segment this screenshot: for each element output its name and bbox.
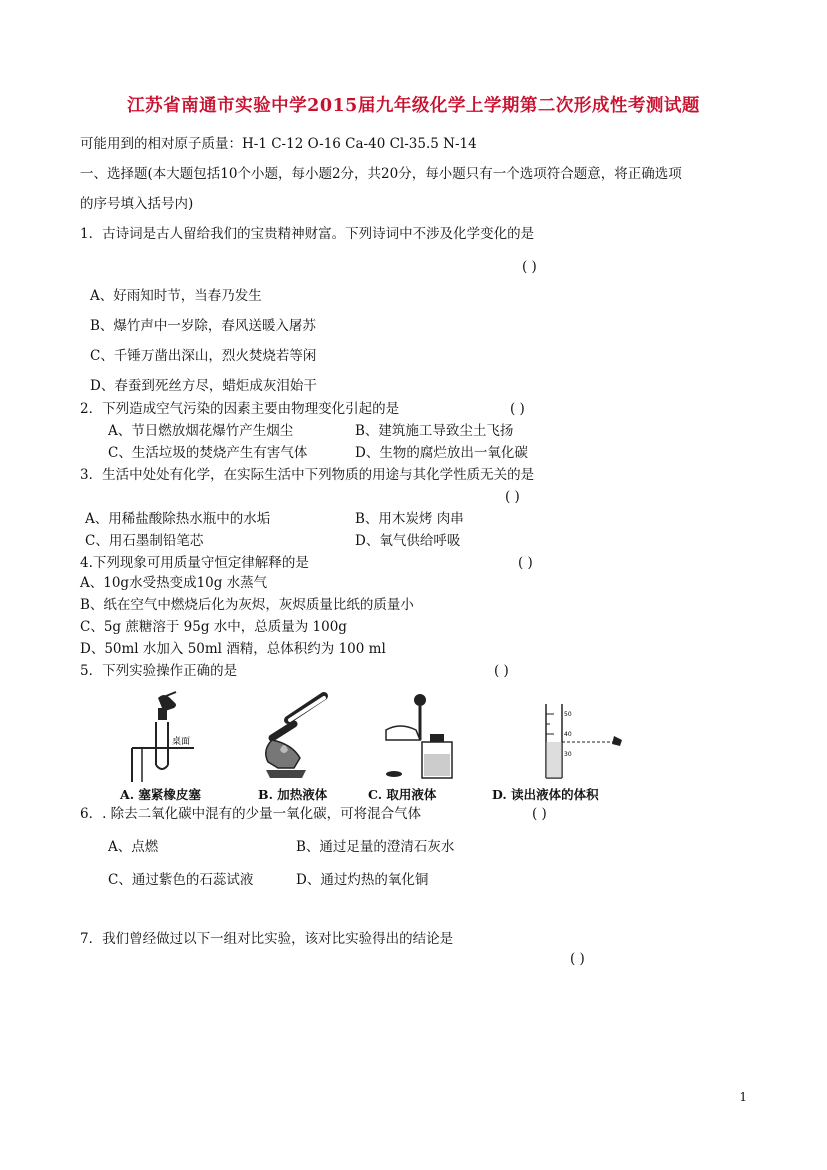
figure-b-heating-icon xyxy=(258,690,338,785)
q2-option-b: B、建筑施工导致尘土飞扬 xyxy=(355,423,514,439)
q1-option-c: C、千锤万凿出深山，烈火焚烧若等闲 xyxy=(90,348,317,364)
q6-option-a: A、点燃 xyxy=(108,839,159,855)
q2-answer-paren: ( ) xyxy=(510,401,525,417)
q4-option-b: B、纸在空气中燃烧后化为灰烬，灰烬质量比纸的质量小 xyxy=(80,597,414,613)
figure-a-stopper-icon xyxy=(128,690,198,785)
q5-stem: 5．下列实验操作正确的是 xyxy=(80,663,238,679)
q4-option-a: A、10g水受热变成10g 水蒸气 xyxy=(80,575,268,591)
q6-answer-paren: ( ) xyxy=(532,806,547,822)
q1-option-a: A、好雨知时节，当春乃发生 xyxy=(90,288,262,304)
section-heading-cont: 的序号填入括号内) xyxy=(80,196,194,212)
atomic-masses: 可能用到的相对原子质量：H-1 C-12 O-16 Ca-40 Cl-35.5 N-14 xyxy=(80,136,477,152)
q1-stem: 1．古诗词是古人留给我们的宝贵精神财富。下列诗词中不涉及化学变化的是 xyxy=(80,226,535,242)
q4-option-c: C、5g 蔗糖溶于 95g 水中，总质量为 100g xyxy=(80,619,347,635)
page-title: 江苏省南通市实验中学2015届九年级化学上学期第二次形成性考测试题 xyxy=(127,96,700,116)
q6-option-b: B、通过足量的澄清石灰水 xyxy=(296,839,455,855)
q3-option-c: C、用石墨制铅笔芯 xyxy=(85,533,204,549)
q2-option-a: A、节日燃放烟花爆竹产生烟尘 xyxy=(108,423,294,439)
q2-option-d: D、生物的腐烂放出一氧化碳 xyxy=(355,445,528,461)
q7-answer-paren: ( ) xyxy=(570,951,585,967)
q3-option-d: D、氧气供给呼吸 xyxy=(355,533,461,549)
q3-option-b: B、用木炭烤 肉串 xyxy=(355,511,464,527)
q6-option-d: D、通过灼热的氧化铜 xyxy=(296,872,429,888)
q3-option-a: A、用稀盐酸除热水瓶中的水垢 xyxy=(85,511,271,527)
page-number: 1 xyxy=(739,1090,747,1104)
q4-option-d: D、50ml 水加入 50ml 酒精，总体积约为 100 ml xyxy=(80,641,386,657)
q4-answer-paren: ( ) xyxy=(518,555,533,571)
q5-answer-paren: ( ) xyxy=(494,663,509,679)
section-heading: 一、选择题(本大题包括10个小题，每小题2分，共20分，每小题只有一个选项符合题意，将正确选项 xyxy=(80,166,682,182)
q4-stem: 4.下列现象可用质量守恒定律解释的是 xyxy=(80,555,309,571)
tick-label-30: 30 xyxy=(564,751,572,758)
q1-answer-paren: ( ) xyxy=(522,259,537,275)
figure-c-dropper-icon xyxy=(380,690,460,785)
q2-option-c: C、生活垃圾的焚烧产生有害气体 xyxy=(108,445,308,461)
q1-option-b: B、爆竹声中一岁除，春风送暖入屠苏 xyxy=(90,318,316,334)
tick-label-50: 50 xyxy=(564,711,572,718)
figure-d-cylinder-icon xyxy=(528,690,628,785)
tick-label-40: 40 xyxy=(564,731,572,738)
q6-stem: 6．. 除去二氧化碳中混有的少量一氧化碳，可将混合气体 xyxy=(80,806,422,822)
q3-stem: 3．生活中处处有化学，在实际生活中下列物质的用途与其化学性质无关的是 xyxy=(80,467,535,483)
caption-b: B. 加热液体 xyxy=(258,787,328,802)
table-label: 桌面 xyxy=(172,737,191,747)
q6-option-c: C、通过紫色的石蕊试液 xyxy=(108,872,254,888)
caption-a: A. 塞紧橡皮塞 xyxy=(120,787,201,802)
q1-option-d: D、春蚕到死丝方尽，蜡炬成灰泪始干 xyxy=(90,378,317,394)
q3-answer-paren: ( ) xyxy=(505,489,520,505)
caption-c: C. 取用液体 xyxy=(368,787,437,802)
q2-stem: 2．下列造成空气污染的因素主要由物理变化引起的是 xyxy=(80,401,400,417)
caption-d: D. 读出液体的体积 xyxy=(492,787,599,802)
q7-stem: 7．我们曾经做过以下一组对比实验，该对比实验得出的结论是 xyxy=(80,931,454,947)
